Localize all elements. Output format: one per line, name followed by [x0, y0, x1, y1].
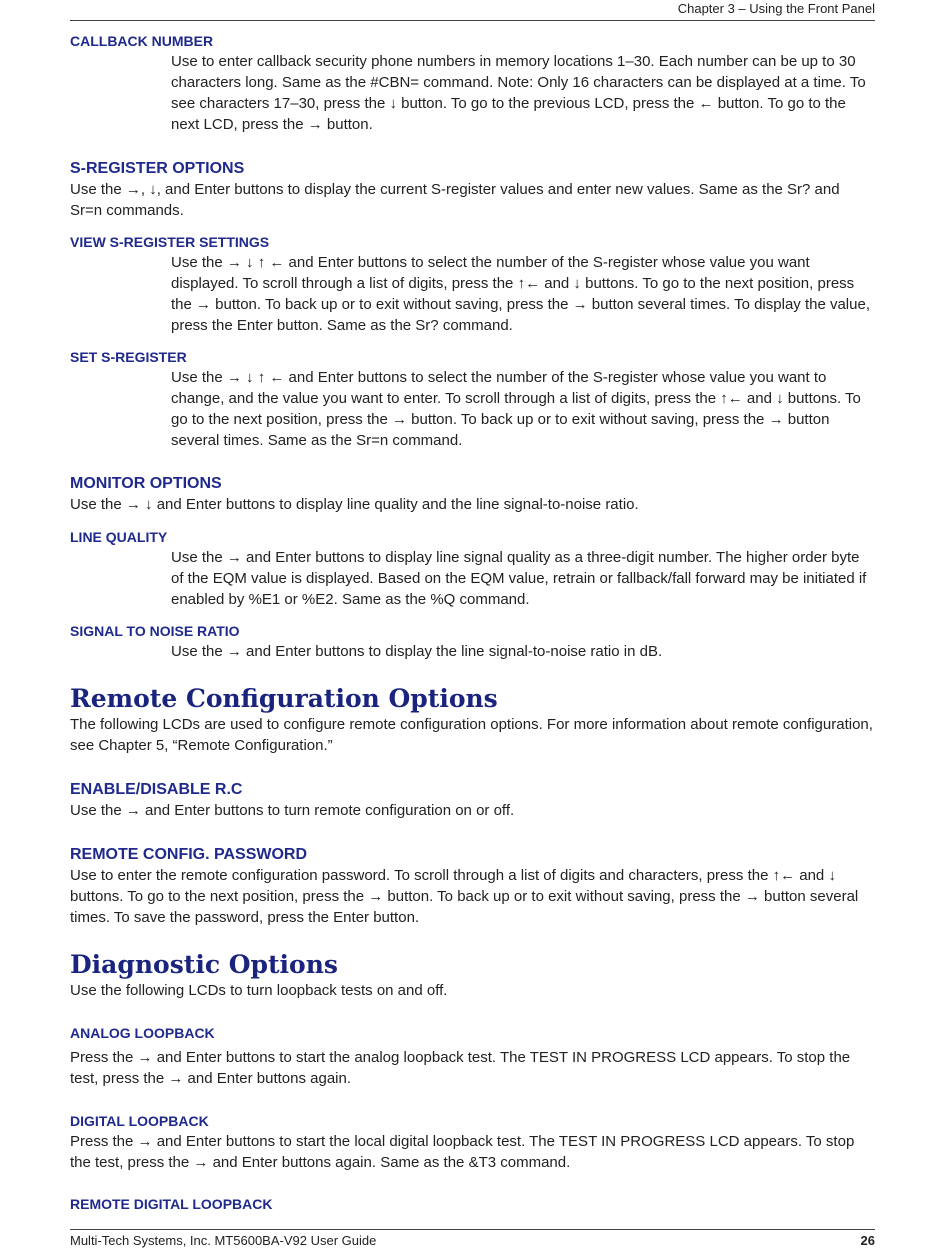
snr-text: Use the → and Enter buttons to display the line signal-to-noise ratio in dB.: [171, 643, 663, 660]
monitor-options-text: Use the → ↓ and Enter buttons to display line quality and the line signal-to-noise ratio.: [70, 496, 639, 513]
remote-config-password-text: Use to enter the remote configuration password. To scroll through a list of digits and characters, press the ↑← and ↓ buttons. To go to the next position, press the → button. To back up or to exit without saving, press the → button several times. To save the password, press the Enter button.: [70, 867, 859, 926]
line-quality-heading: LINE QUALITY: [70, 529, 168, 545]
remote-config-heading: Remote Configuration Options: [70, 684, 498, 713]
view-s-register-text: Use the → ↓ ↑ ← and Enter buttons to select the number of the S-register whose value you want displayed. To scroll through a list of digits, press the ↑← and ↓ buttons. To go to the next position, press the → button. To back up or to exit without saving, press the → button several times. To display the value, press the Enter button. Same as the Sr? command.: [171, 254, 870, 334]
remote-config-text: The following LCDs are used to configure remote configuration options. For more information about remote configuration, see Chapter 5, “Remote Configuration.”: [70, 716, 873, 754]
enable-disable-rc-heading: ENABLE/DISABLE R.C: [70, 781, 243, 798]
diagnostic-options-heading: Diagnostic Options: [70, 950, 338, 979]
view-s-register-heading: VIEW S-REGISTER SETTINGS: [70, 234, 270, 250]
s-register-options-text: Use the →, ↓, and Enter buttons to display the current S-register values and enter new values. Same as the Sr? and Sr=n commands.: [70, 181, 840, 219]
snr-heading: SIGNAL TO NOISE RATIO: [70, 623, 240, 639]
diagnostic-options-text: Use the following LCDs to turn loopback tests on and off.: [70, 982, 448, 999]
digital-loopback-heading: DIGITAL LOOPBACK: [70, 1113, 209, 1129]
callback-number-heading: CALLBACK NUMBER: [70, 33, 214, 49]
monitor-options-heading: MONITOR OPTIONS: [70, 475, 222, 492]
analog-loopback-heading: ANALOG LOOPBACK: [70, 1025, 215, 1041]
line-quality-text: Use the → and Enter buttons to display line signal quality as a three-digit number. The higher order byte of the EQM value is displayed. Based on the EQM value, retrain or fallback/fall forward may be initiated if enabled by %E1 or %E2. Same as the %Q command.: [171, 549, 867, 608]
analog-loopback-text: Press the → and Enter buttons to start the analog loopback test. The TEST IN PROGRESS LCD appears. To stop the test, press the → and Enter buttons again.: [70, 1049, 851, 1087]
remote-config-password-heading: REMOTE CONFIG. PASSWORD: [70, 846, 308, 863]
remote-digital-loopback-heading: REMOTE DIGITAL LOOPBACK: [70, 1196, 273, 1212]
enable-disable-rc-text: Use the → and Enter buttons to turn remote configuration on or off.: [70, 802, 515, 819]
digital-loopback-text: Press the → and Enter buttons to start the local digital loopback test. The TEST IN PROGRESS LCD appears. To stop the test, press the → and Enter buttons again. Same as the &T3 command.: [70, 1133, 855, 1171]
set-s-register-text: Use the → ↓ ↑ ← and Enter buttons to select the number of the S-register whose value you want to change, and the value you want to enter. To scroll through a list of digits, press the ↑← and ↓ buttons. To go to the next position, press the → button. To back up or to exit without saving, press the → button several times. Same as the Sr=n command.: [171, 369, 861, 449]
s-register-options-heading: S-REGISTER OPTIONS: [70, 160, 245, 177]
page-header: [70, 0, 875, 21]
page-number: 26: [860, 1233, 875, 1248]
callback-number-text: Use to enter callback security phone numbers in memory locations 1–30. Each number can be up to 30 characters long. Same as the #CBN= command. Note: Only 16 characters can be displayed at a time. To see characters 17–30, press the ↓ button. To go to the previous LCD, press the ← button. To go to the next LCD, press the → button.: [171, 53, 866, 133]
footer-guide-title: Multi-Tech Systems, Inc. MT5600BA-V92 User Guide: [70, 1233, 377, 1248]
set-s-register-heading: SET S-REGISTER: [70, 349, 187, 365]
chapter-title: Chapter 3 – Using the Front Panel: [677, 1, 875, 16]
page-footer: [70, 1229, 875, 1248]
